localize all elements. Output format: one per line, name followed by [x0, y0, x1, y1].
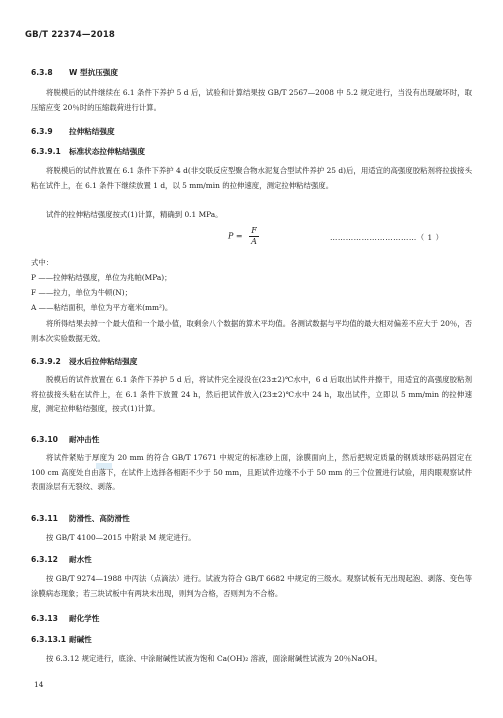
section-title: 耐化学性	[69, 614, 100, 623]
variable-def: A ——粘结面积，单位为平方毫米(mm²)。	[31, 303, 173, 312]
variables-intro: 式中：	[31, 258, 54, 267]
formula-lhs: P =	[228, 231, 243, 241]
section-title: 防滑性、高防滑性	[69, 514, 130, 523]
paragraph: 脱模后的试件放置在 6.1 条件下养护 5 d 后，将试件完全浸没在(23±2)℃水中，6 d 后取出试件并擦干，用适宜的高强度胶粘剂将拉拔接头粘在试件上，在 6.1 条件下放置 24 h，然后把试件放入(23±2)℃水中 24 h，取出试件，立即以 5 mm/min 的拉伸速度，测定拉伸粘结强度，按式(1)计算。	[31, 375, 472, 413]
section-title: 耐冲击性	[69, 435, 100, 444]
section-number: 6.3.13	[31, 614, 58, 623]
paragraph: 将脱模后的试件继续在 6.1 条件下养护 5 d 后，试验和计算结果按 GB/T 2567—2008 中 5.2 规定进行，当没有出现破坏时，取压缩应变 20％时的压缩载荷进行计算。	[31, 88, 472, 112]
section-number: 6.3.9	[31, 127, 53, 136]
formula-denominator: A	[251, 237, 257, 246]
section-title: 耐碱性	[69, 635, 92, 644]
variable-def: P ——拉伸粘结强度，单位为兆帕(MPa)；	[31, 273, 172, 282]
section-number: 6.3.13.1	[31, 635, 67, 644]
section-6-3-9-1	[31, 146, 145, 157]
paragraph: 按 6.3.12 规定进行，底涂、中涂耐碱性试液为饱和 Ca(OH)₂ 溶液，面涂耐碱性试液为 20％NaOH。	[46, 654, 382, 663]
section-6-3-13-1	[31, 634, 92, 645]
section-title: W 型抗压强度	[69, 68, 118, 77]
section-6-3-8	[31, 67, 118, 78]
paragraph: 按 GB/T 4100—2015 中附录 M 规定进行。	[46, 533, 196, 542]
paragraph: 将试件紧贴于厚度为 20 mm 的符合 GB/T 17671 中规定的标准砂上面，涂膜面向上，然后把规定质量的钢质球形砝码固定在 100 cm 高度处自由落下，在试件上选择各相距不少于 50 mm，且距试件边缘不小于 50 mm 的三个位置进行试验，用肉眼观察试件表面涂层有无裂纹、剥落。	[31, 453, 472, 491]
section-6-3-10	[31, 434, 99, 445]
section-6-3-12	[31, 554, 92, 565]
section-title: 耐水性	[69, 555, 92, 564]
paragraph: 将脱模后的试件放置在 6.1 条件下养护 4 d(非交联反应型聚合物水泥复合型试件养护 25 d)后，用适宜的高强度胶粘剂将拉拔接头粘在试件上，在 6.1 条件下继续放置 1 d，以 5 mm/min 的拉伸速度，测定拉伸粘结强度。	[31, 166, 472, 190]
page-number: 14	[34, 680, 44, 689]
paragraph: 按 GB/T 9274—1988 中丙法（点滴法）进行。试液为符合 GB/T 6682 中规定的三级水。观察试板有无出现起泡、剥落、变色等涂膜病态现象；若三块试板中有两块未出现，则判为合格，否则判为不合格。	[31, 574, 472, 598]
formula-number: ……………………………（ 1 ）	[330, 233, 444, 242]
section-title: 浸水后拉伸粘结强度	[69, 357, 138, 366]
section-6-3-13	[31, 613, 99, 624]
paragraph: 试件的拉伸粘结强度按式(1)计算，精确到 0.1 MPa。	[46, 210, 223, 219]
formula-fraction	[249, 226, 259, 247]
paragraph: 将所得结果去掉一个最大值和一个最小值，取剩余八个数据的算术平均值。各测试数据与平均值的最大相对偏差不应大于 20％，否则本次实验数据无效。	[31, 319, 472, 343]
section-6-3-9-2	[31, 356, 137, 367]
section-number: 6.3.10	[31, 435, 58, 444]
section-number: 6.3.9.2	[31, 357, 61, 366]
formula	[228, 226, 259, 247]
section-title: 标准状态拉伸粘结强度	[69, 147, 145, 156]
variable-def: F ——拉力，单位为牛顿(N)；	[31, 288, 133, 297]
section-6-3-11	[31, 513, 130, 524]
section-number: 6.3.9.1	[31, 147, 61, 156]
section-6-3-9	[31, 126, 115, 137]
section-number: 6.3.12	[31, 555, 58, 564]
formula-numerator: F	[251, 226, 257, 235]
section-number: 6.3.11	[31, 514, 58, 523]
section-number: 6.3.8	[31, 68, 53, 77]
standard-header: GB/T 22374—2018	[25, 30, 116, 40]
section-title: 拉伸粘结强度	[69, 127, 115, 136]
